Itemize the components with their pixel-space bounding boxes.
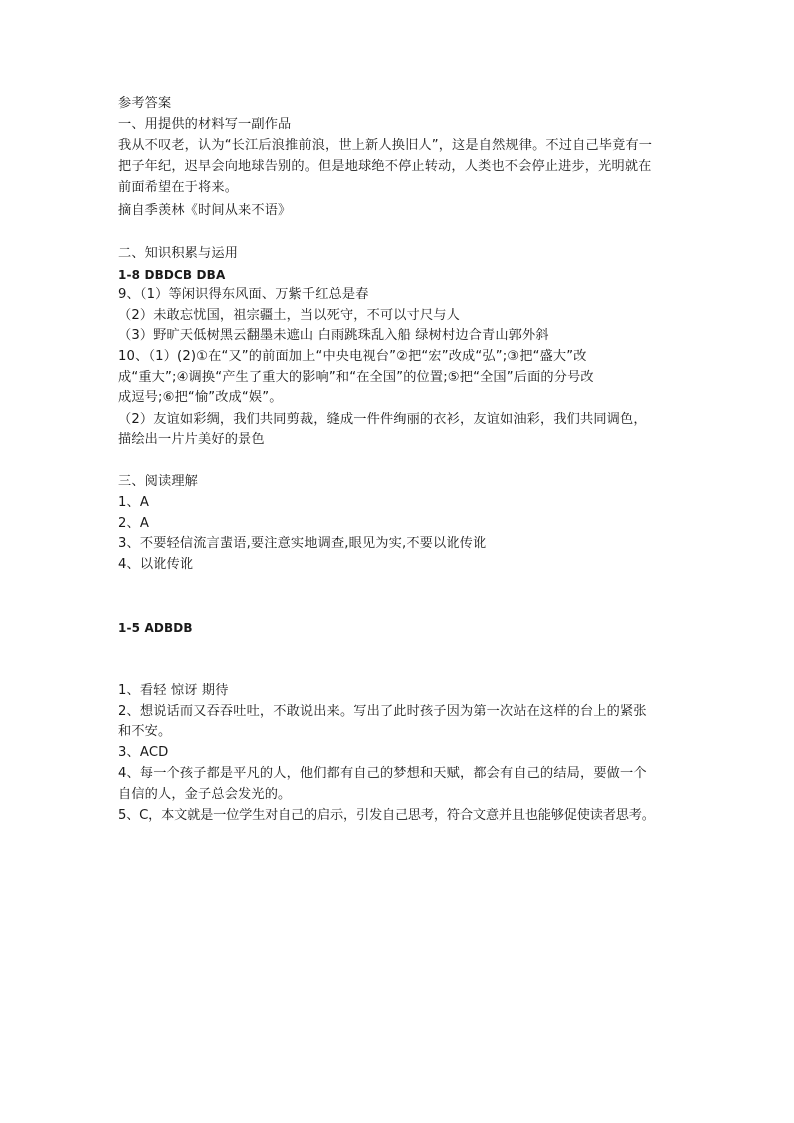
section4-line: 3、ACD [118, 745, 169, 760]
section3-line: 2、A [118, 516, 150, 531]
doc-title: 参考答案 [118, 96, 172, 111]
section4-line: 4、每一个孩子都是平凡的人，他们都有自己的梦想和天赋，都会有自己的结局，要做一个 [118, 766, 647, 781]
section4-line: 和不安。 [118, 724, 172, 739]
section2-line: 成“重大”;④调换“产生了重大的影响”和“在全国”的位置;⑤把“全国”后面的分号改 [118, 370, 594, 385]
section1-heading: 一、用提供的材料写一副作品 [118, 117, 292, 132]
section4-line: 5、C，本文就是一位学生对自己的启示，引发自己思考，符合文意并且也能够促使读者思考。 [118, 808, 655, 823]
section2-line: 描绘出一片片美好的景色 [118, 432, 265, 447]
section1-line: 前面希望在于将来。 [118, 180, 239, 195]
section1-source: 摘自季羡林《时间从来不语》 [118, 203, 292, 218]
section2-line: （2）友谊如彩绸，我们共同剪裁，缝成一件件绚丽的衣衫，友谊如油彩，我们共同调色， [118, 412, 647, 427]
section2-line: 9、（1）等闲识得东风面、万紫千红总是春 [118, 287, 369, 302]
section3-line: 1、A [118, 495, 150, 510]
section2-heading: 二、知识积累与运用 [118, 246, 239, 261]
section4-mc-answers: 1-5 ADBDB [118, 621, 193, 635]
section4-line: 2、想说话而又吞吞吐吐，不敢说出来。写出了此时孩子因为第一次站在这样的台上的紧张 [118, 704, 647, 719]
section4-line: 1、看轻 惊讶 期待 [118, 683, 229, 698]
section2-line: （3）野旷天低树黑云翻墨未遮山 白雨跳珠乱入船 绿树村边合青山郭外斜 [118, 328, 549, 343]
section3-heading: 三、阅读理解 [118, 474, 199, 489]
section4-line: 自信的人，金子总会发光的。 [118, 787, 292, 802]
section1-line: 我从不叹老，认为“长江后浪推前浪，世上新人换旧人”，这是自然规律。不过自己毕竟有一 [118, 138, 653, 153]
section3-line: 3、不要轻信流言蜚语,要注意实地调查,眼见为实,不要以讹传讹 [118, 536, 487, 551]
section2-mc-answers: 1-8 DBDCB DBA [118, 268, 226, 282]
section1-line: 把子年纪，迟早会向地球告别的。但是地球绝不停止转动，人类也不会停止进步，光明就在 [118, 159, 652, 174]
section2-line: 10、（1）(2)①在“又”的前面加上“中央电视台”②把“宏”改成“弘”;③把“盛大”改 [118, 349, 587, 364]
section2-line: 成逗号;⑥把“愉”改成“娱”。 [118, 390, 283, 405]
section2-line: （2）未敢忘忧国，祖宗疆土，当以死守，不可以寸尺与人 [118, 308, 460, 323]
section3-line: 4、以讹传讹 [118, 557, 194, 572]
